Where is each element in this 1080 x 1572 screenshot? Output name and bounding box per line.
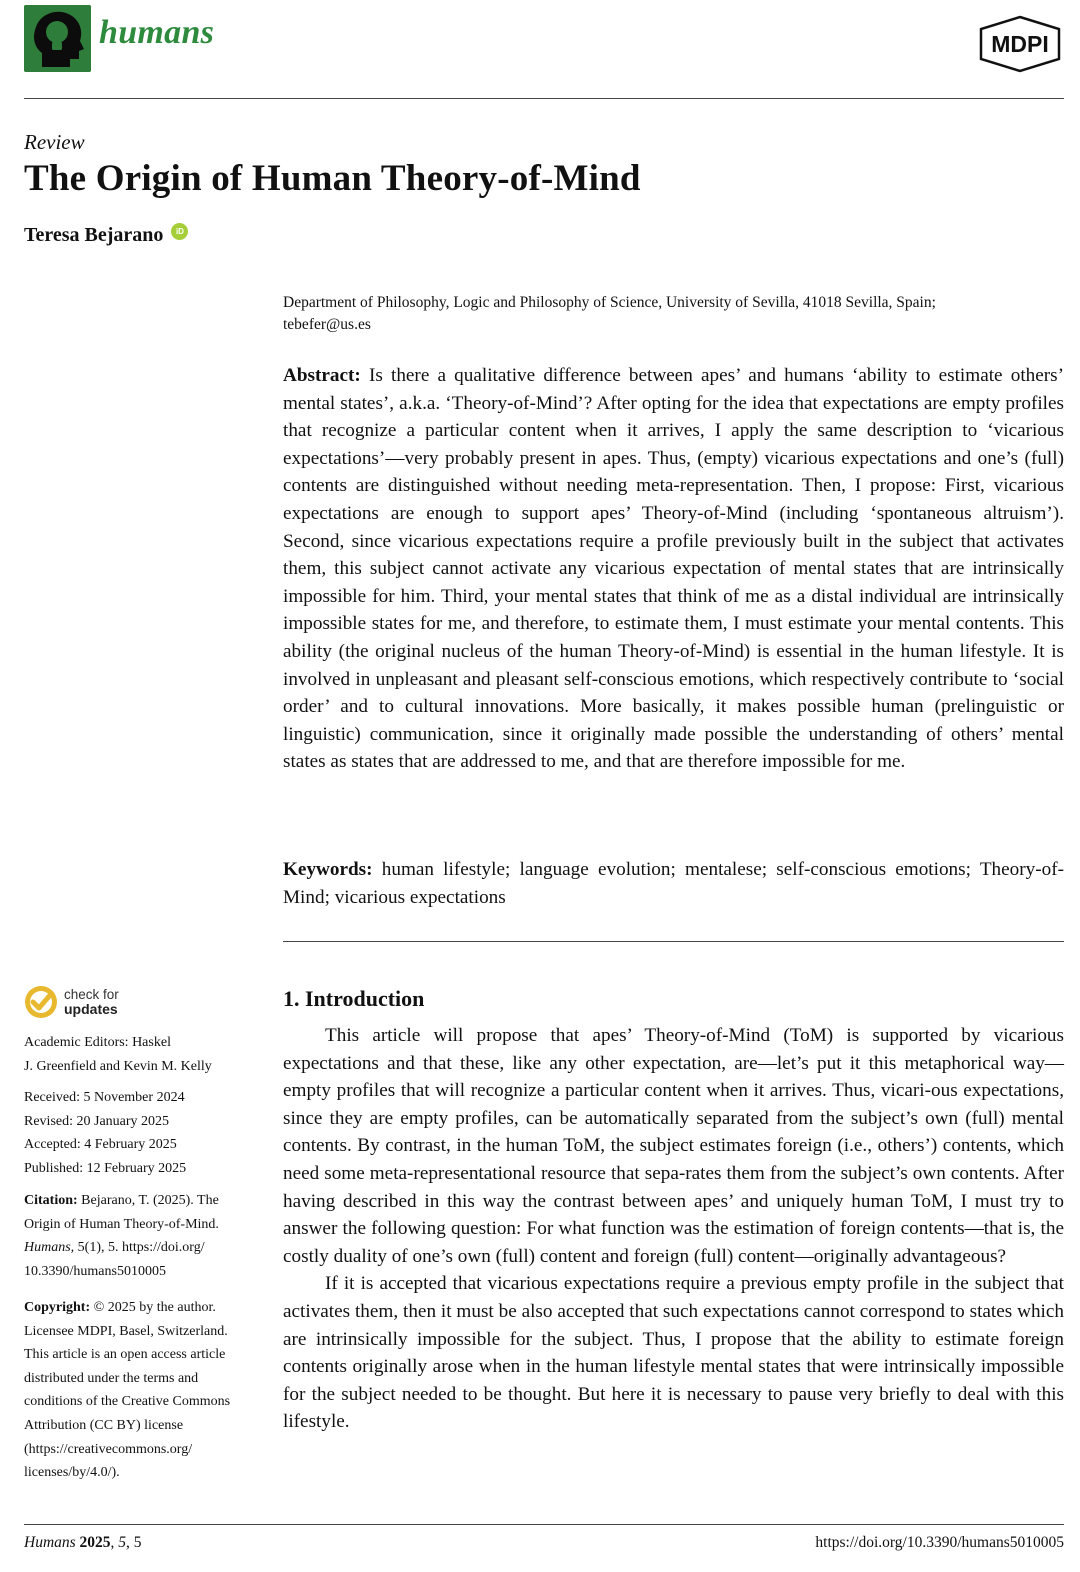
introduction-body (283, 1022, 1064, 1436)
abstract (283, 362, 1064, 776)
copyright-line: This article is an open access article (24, 1347, 226, 1363)
license-link[interactable]: licenses/by/4.0/). (24, 1465, 120, 1481)
author (24, 224, 188, 247)
check-for-updates-button[interactable] (24, 985, 119, 1019)
head-lightbulb-icon (24, 5, 91, 72)
editors-line: J. Greenfield and Kevin M. Kelly (24, 1058, 212, 1074)
author-name[interactable]: Teresa Bejarano (24, 224, 164, 246)
citation-text: Origin of Human Theory-of-Mind. (24, 1216, 219, 1232)
copyright-line: conditions of the Creative Commons (24, 1394, 231, 1410)
citation-text: Bejarano, T. (2025). The (81, 1193, 219, 1208)
paragraph: If it is accepted that vicarious expectations require a previous empty profile in the subject that activates them, then it must be also accepted that such expectations cannot correspond to states which are intrinsically impossible for the subject. Thus, I propose that the ability to estimate foreign contents originally arose when in the human lifestyle mental states that were intrinsically impossible for the subject needed to be thought. But here it is necessary to pause very briefly to deal with this lifestyle. (283, 1273, 1064, 1433)
copyright-label: Copyright: (24, 1300, 91, 1315)
publication-dates (24, 1086, 259, 1180)
footer-divider (24, 1524, 1064, 1525)
check-updates-line2: updates (64, 1001, 118, 1017)
abstract-text: Is there a qualitative difference between apes’ and humans ‘ability to estimate others’ mental states’, a.k.a. ‘Theory-of-Mind’? After opting for the idea that expectations are empty profiles that recognize a particular content when it arrives, I apply the same description to ‘vicarious expectations’—very probably present in apes. Thus, (empty) vicarious expectations and one’s (full) contents are distinguished without needing meta-representation. Then, I propose: First, vicarious expectations are enough to support apes’ Theory-of-Mind (including ‘spontaneous altruism’). Second, since vicarious expectations require a profile previously built in the subject that activates them, this subject cannot activate any vicarious expectation of mental states that are intrinsically impossible for him. Third, your mental states that think of me as a distal individual are intrinsically impossible states for me, and therefore, to estimate them, I must estimate your mental contents. This ability (the original nucleus of the human Theory-of-Mind) is essential in the human lifestyle. It is involved in unpleasant and pleasant self-conscious emotions, which respectively contribute to ‘social order’ and to cultural innovations. More basically, it makes possible human (prelinguistic or linguistic) communication, since it originally made possible the understanding of others’ mental states as states that are addressed to me, and that are therefore impossible for me. (283, 365, 1065, 773)
copyright (24, 1296, 259, 1485)
copyright-line: distributed under the terms and (24, 1370, 199, 1386)
check-badge-icon (24, 985, 58, 1019)
paragraph: This article will propose that apes’ Theory-of-Mind (ToM) is supported by vicarious expectations and that these, like any other expectation, are—let’s put it this metaphorical way—empty profiles that will recognize a particular content when it arrives. Thus, vicari-ous expectations, since they are empty profiles, can be automatically separated from the subject’s own (full) mental contents. By contrast, in the human ToM, the subject estimates foreign (i.e., others’) contents, which need some meta-representational resource that sepa-rates them from the subject’s own contents. After having described in this way the contrast between apes’ and uniquely human ToM, I must try to answer the following question: For what function was the estimation of foreign contents—that is, the costly duality of one’s own (full) content and foreign (full) content—originally advantageous? (283, 1025, 1064, 1267)
accepted-date: Accepted: 4 February 2025 (24, 1137, 177, 1153)
journal-logo (24, 5, 91, 72)
revised-date: Revised: 20 January 2025 (24, 1113, 170, 1129)
citation-label: Citation: (24, 1193, 78, 1208)
citation-journal: Humans, (24, 1240, 75, 1256)
section-heading: 1. Introduction (283, 986, 425, 1011)
published-date: Published: 12 February 2025 (24, 1160, 187, 1176)
orcid-icon[interactable]: iD (171, 223, 188, 240)
copyright-line: Attribution (CC BY) license (24, 1417, 184, 1433)
editors-line: Academic Editors: Haskel (24, 1035, 171, 1050)
footer-volume: 5 (118, 1534, 127, 1551)
keywords (283, 856, 1064, 911)
copyright-line: Licensee MDPI, Basel, Switzerland. (24, 1323, 228, 1339)
received-date: Received: 5 November 2024 (24, 1090, 185, 1105)
abstract-divider (283, 941, 1064, 942)
check-updates-line1: check for (64, 987, 119, 1002)
abstract-label: Abstract: (283, 365, 361, 386)
mdpi-logo-text: MDPI (991, 31, 1049, 57)
header-divider (24, 98, 1064, 99)
affiliation (283, 292, 1043, 336)
article-type: Review (24, 130, 85, 154)
academic-editors (24, 1031, 259, 1078)
keywords-label: Keywords: (283, 859, 373, 880)
affiliation-text: Department of Philosophy, Logic and Philosophy of Science, University of Sevilla, 41018 Sevilla, Spain; (283, 294, 936, 311)
affiliation-email[interactable]: tebefer@us.es (283, 316, 371, 333)
keywords-text: human lifestyle; language evolution; mentalese; self-conscious emotions; Theory-of-Mind; vicarious expectations (283, 859, 1064, 908)
copyright-text: © 2025 by the author. (93, 1300, 216, 1315)
footer-year: 2025 (79, 1534, 111, 1551)
citation-doi-link[interactable]: 10.3390/humans5010005 (24, 1263, 166, 1279)
license-link[interactable]: (https://creativecommons.org/ (24, 1441, 193, 1457)
mdpi-logo (976, 14, 1064, 74)
page-title: The Origin of Human Theory-of-Mind (24, 158, 641, 199)
journal-name: humans (99, 14, 215, 51)
citation-volume[interactable]: 5(1), 5. https://doi.org/ (77, 1240, 205, 1256)
footer-article-no: , 5 (126, 1534, 142, 1551)
footer-doi-link[interactable]: https://doi.org/10.3390/humans5010005 (815, 1534, 1064, 1551)
footer-citation: Humans 2025, 5, 5 (24, 1534, 142, 1551)
citation (24, 1189, 259, 1283)
mdpi-hexagon-icon (976, 14, 1064, 74)
footer-journal: Humans (24, 1534, 76, 1551)
